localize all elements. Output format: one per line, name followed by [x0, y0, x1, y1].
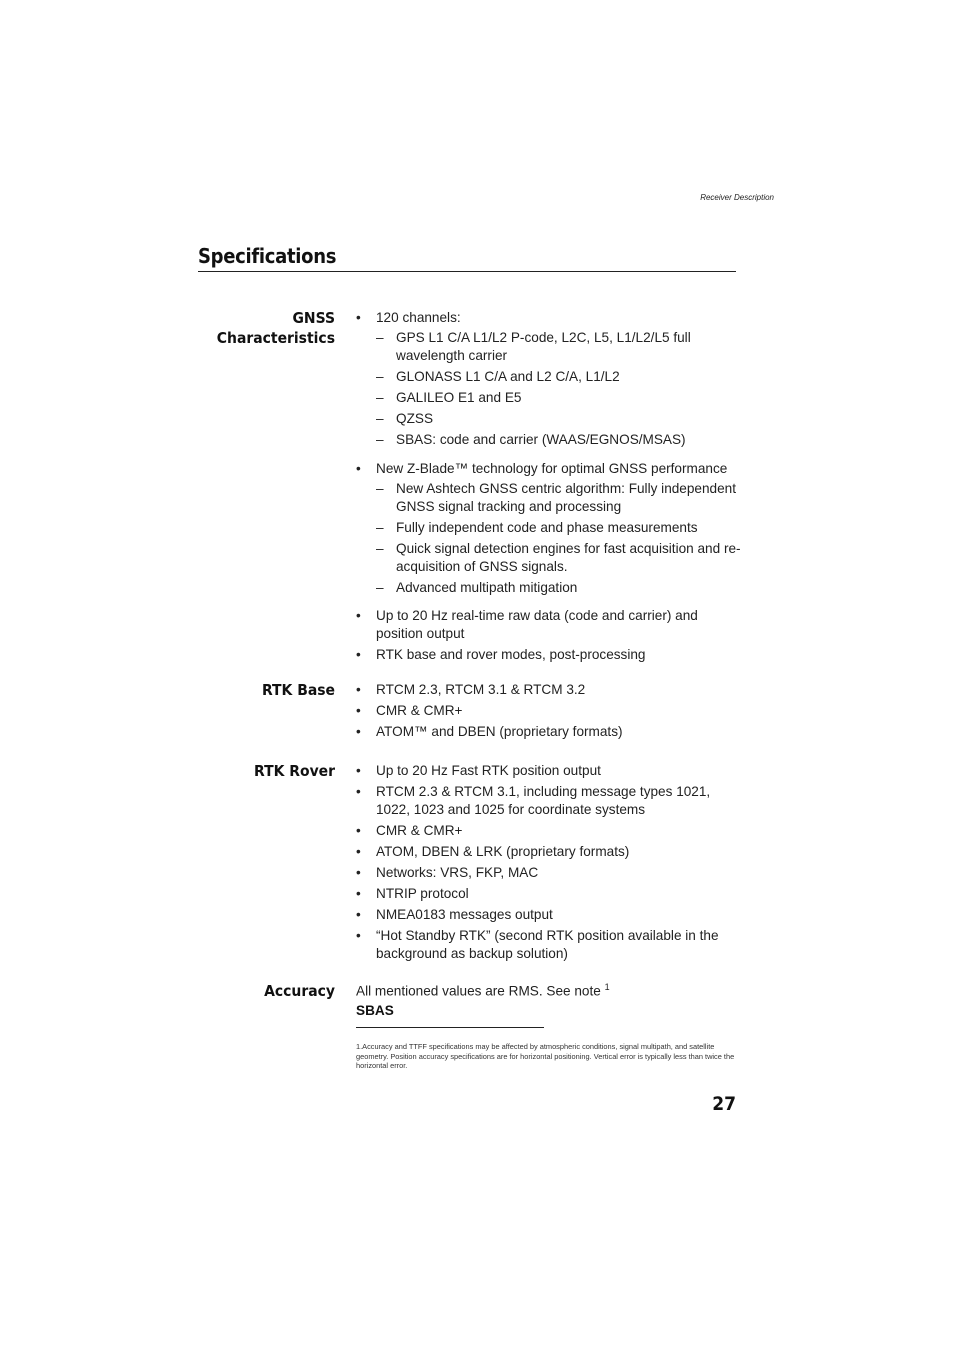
dash-icon: – — [376, 580, 384, 595]
bullet-icon: • — [356, 763, 361, 778]
list-item-text: RTCM 2.3 & RTCM 3.1, including message types 1021, 1022, 1023 and 1025 for coordinate systems — [376, 784, 711, 817]
bullet-icon: • — [356, 608, 361, 623]
gnss-bullet-list — [356, 309, 746, 664]
dash-icon: – — [376, 390, 384, 405]
dash-icon: – — [376, 432, 384, 447]
sub-list-item — [376, 431, 746, 449]
list-item-text: RTK base and rover modes, post-processing — [376, 647, 646, 662]
gnss-characteristics-list — [356, 309, 746, 664]
accuracy-intro — [356, 982, 610, 999]
dash-icon: – — [376, 520, 384, 535]
list-item-text: 120 channels: — [376, 310, 461, 325]
list-item — [356, 723, 746, 741]
bullet-icon: • — [356, 724, 361, 739]
list-item — [356, 906, 746, 924]
footnote: 1.Accuracy and TTFF specifications may be affected by atmospheric conditions, signal multipath, and satellite geometry. Position accuracy specifications are for horizontal positioning. Vertical error is typically less than twice the horizontal error. — [356, 1042, 735, 1071]
bullet-icon: • — [356, 928, 361, 943]
sub-list-item-text: GPS L1 C/A L1/L2 P-code, L2C, L5, L1/L2/L5 full wavelength carrier — [396, 330, 691, 363]
bullet-icon: • — [356, 865, 361, 880]
bullet-icon: • — [356, 844, 361, 859]
list-item — [356, 681, 746, 699]
bullet-icon: • — [356, 461, 361, 476]
bullet-icon: • — [356, 823, 361, 838]
list-item-text: “Hot Standby RTK” (second RTK position available in the background as backup solution) — [376, 928, 719, 961]
bullet-icon: • — [356, 682, 361, 697]
list-item — [356, 702, 746, 720]
accuracy-intro-text: All mentioned values are RMS. See note — [356, 983, 601, 999]
sub-list-item — [376, 410, 746, 428]
sub-list-item-text: QZSS — [396, 411, 434, 426]
sub-list-item — [376, 579, 746, 597]
sub-list-item — [376, 329, 746, 365]
rtk-rover-bullet-list — [356, 762, 746, 963]
sub-list-item — [376, 368, 746, 386]
accuracy-label: Accuracy — [264, 982, 335, 1000]
sub-list-item-text: Advanced multipath mitigation — [396, 580, 578, 595]
sub-list-item — [376, 519, 746, 537]
page-number: 27 — [712, 1093, 736, 1115]
sub-list-item-text: Quick signal detection engines for fast acquisition and re-acquisition of GNSS signals. — [396, 541, 741, 574]
list-item-text: NTRIP protocol — [376, 886, 469, 901]
list-item — [356, 885, 746, 903]
list-item — [356, 843, 746, 861]
list-item-text: CMR & CMR+ — [376, 823, 463, 838]
list-item — [356, 460, 746, 597]
list-item-text: Networks: VRS, FKP, MAC — [376, 865, 539, 880]
list-item — [356, 762, 746, 780]
list-item — [356, 646, 746, 664]
dash-icon: – — [376, 541, 384, 556]
sub-list-item — [376, 480, 746, 516]
bullet-icon: • — [356, 310, 361, 325]
sbas-subheading: SBAS — [356, 1003, 394, 1018]
sub-list-item — [376, 389, 746, 407]
sub-list — [376, 480, 746, 597]
sub-list-item-text: SBAS: code and carrier (WAAS/EGNOS/MSAS) — [396, 432, 686, 447]
sub-list-item-text: New Ashtech GNSS centric algorithm: Fully independent GNSS signal tracking and processing — [396, 481, 737, 514]
bullet-icon: • — [356, 647, 361, 662]
list-item-text: RTCM 2.3, RTCM 3.1 & RTCM 3.2 — [376, 682, 586, 697]
list-item — [356, 864, 746, 882]
rtk-base-bullet-list — [356, 681, 746, 741]
title-divider — [198, 271, 736, 272]
rtk-rover-label: RTK Rover — [254, 762, 335, 780]
rtk-base-label: RTK Base — [261, 681, 335, 699]
bullet-icon: • — [356, 784, 361, 799]
sub-list-item-text: GALILEO E1 and E5 — [396, 390, 522, 405]
list-item-text: New Z-Blade™ technology for optimal GNSS performance — [376, 461, 728, 476]
list-item — [356, 783, 746, 819]
list-item — [356, 927, 746, 963]
running-head: Receiver Description — [700, 193, 774, 202]
list-item — [356, 822, 746, 840]
footnote-divider — [356, 1027, 544, 1028]
list-item-text: CMR & CMR+ — [376, 703, 463, 718]
list-item-text: Up to 20 Hz real-time raw data (code and carrier) and position output — [376, 608, 698, 641]
list-item — [356, 309, 746, 449]
bullet-icon: • — [356, 703, 361, 718]
list-item-text: NMEA0183 messages output — [376, 907, 553, 922]
sub-list — [376, 329, 746, 449]
dash-icon: – — [376, 330, 384, 345]
sub-list-item-text: GLONASS L1 C/A and L2 C/A, L1/L2 — [396, 369, 620, 384]
list-item-text: ATOM™ and DBEN (proprietary formats) — [376, 724, 623, 739]
page-title: Specifications — [198, 244, 337, 268]
list-item — [356, 607, 746, 643]
list-item-text: Up to 20 Hz Fast RTK position output — [376, 763, 601, 778]
bullet-icon: • — [356, 886, 361, 901]
dash-icon: – — [376, 369, 384, 384]
sub-list-item-text: Fully independent code and phase measurements — [396, 520, 698, 535]
sub-list-item — [376, 540, 746, 576]
dash-icon: – — [376, 411, 384, 426]
footnote-reference: 1 — [604, 982, 610, 992]
rtk-rover-list — [356, 762, 746, 963]
bullet-icon: • — [356, 907, 361, 922]
list-item-text: ATOM, DBEN & LRK (proprietary formats) — [376, 844, 630, 859]
dash-icon: – — [376, 481, 384, 496]
gnss-characteristics-label: GNSS Characteristics — [216, 309, 335, 347]
rtk-base-list — [356, 681, 746, 741]
